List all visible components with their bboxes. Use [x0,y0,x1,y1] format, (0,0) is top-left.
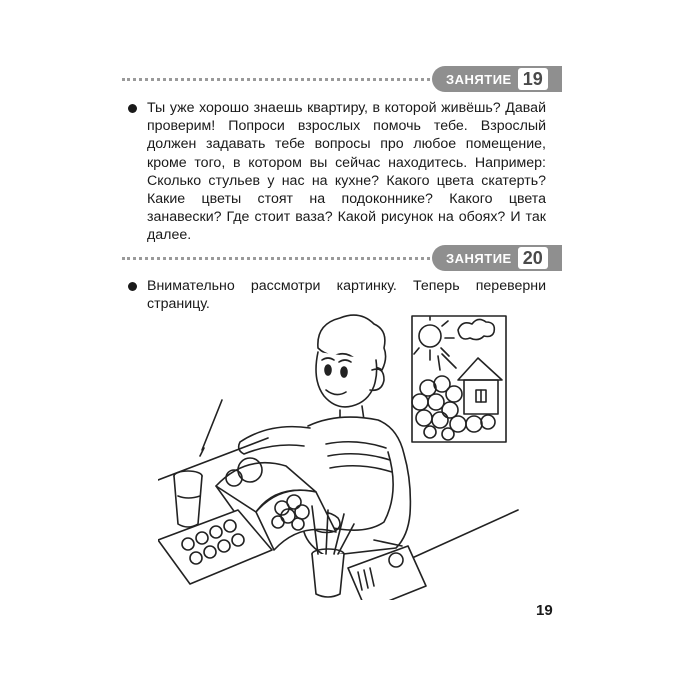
lesson-20-header [122,245,562,271]
lesson-19-header [122,66,562,92]
lesson-19-paragraph [128,99,546,245]
lesson-19-number: 19 [518,68,548,90]
water-glass [174,471,202,527]
page-number: 19 [536,602,553,619]
lesson-20-number: 20 [518,247,548,269]
dotted-divider [122,78,442,81]
lesson-20-tab [432,245,562,271]
bullet-icon [128,104,137,113]
paint-palette [158,510,272,584]
child-drawing [348,546,426,600]
dotted-divider [122,257,442,260]
bullet-icon [128,282,137,291]
lesson-19-tab [432,66,562,92]
paintbrush [202,400,222,450]
lesson-19-text: Ты уже хорошо знаешь квартиру, в которой живёшь? Давай проверим! Попроси взрослых помочь тебе. Взрослый должен задавать тебе вопросы про любое помещение, кроме того, в котором вы сейчас находитесь. Например: Сколько стульев у нас на кухне? Какого цвета скатерть? Какие цветы стоят на подоконнике? Какого цвета занавески? Где стоит ваза? Какой рисунок на обоях? И так далее. [147,100,546,244]
lesson-20-paragraph [128,277,546,313]
lesson-20-label: ЗАНЯТИЕ [446,250,512,266]
boy-painting-illustration [158,310,528,600]
lesson-19-label: ЗАНЯТИЕ [446,71,512,87]
lesson-20-text: Внимательно рассмотри картинку. Теперь переверни страницу. [147,278,546,313]
wall-picture [412,316,506,442]
